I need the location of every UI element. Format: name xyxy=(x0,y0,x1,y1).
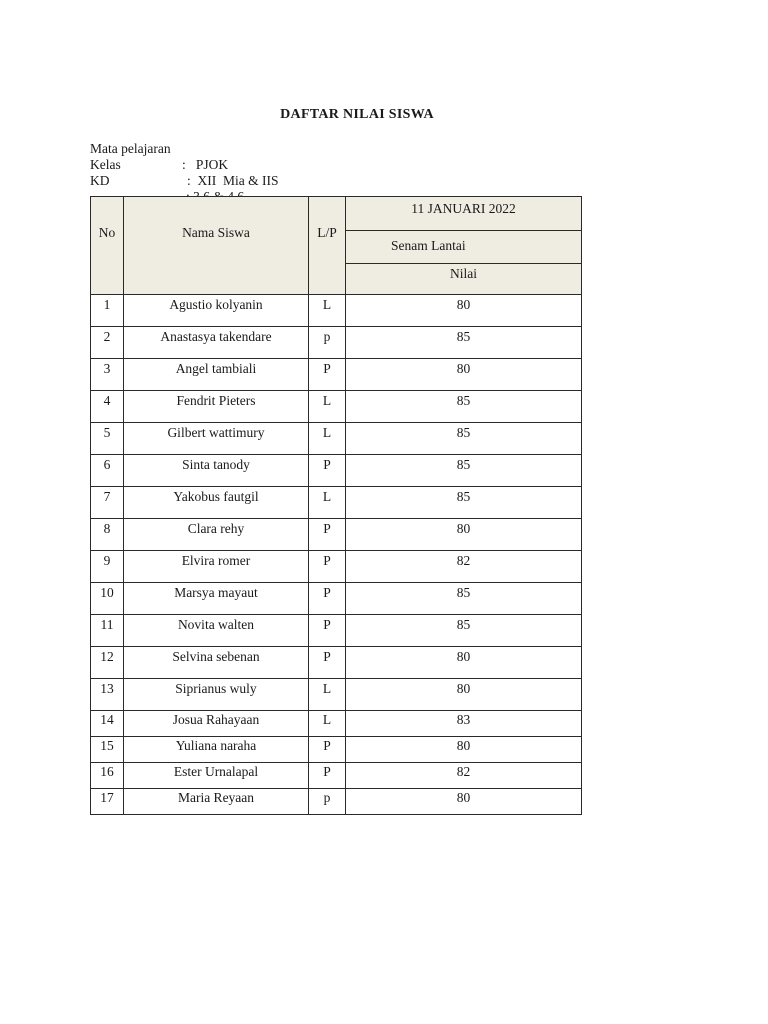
cell-lp: p xyxy=(309,327,346,359)
table-row xyxy=(91,359,582,391)
table-row xyxy=(91,455,582,487)
meta-subject-value: : PJOK xyxy=(182,157,229,172)
meta-class-label: Kelas xyxy=(90,157,121,172)
cell-score: 82 xyxy=(346,763,582,789)
table-row xyxy=(91,423,582,455)
table-row xyxy=(91,711,582,737)
cell-score: 85 xyxy=(346,423,582,455)
cell-lp: P xyxy=(309,551,346,583)
cell-name: Gilbert wattimury xyxy=(124,423,309,455)
cell-score: 85 xyxy=(346,327,582,359)
cell-lp: P xyxy=(309,455,346,487)
header-lp: L/P xyxy=(309,197,346,295)
cell-no: 17 xyxy=(91,789,124,815)
meta-kd-label: KD xyxy=(90,173,110,188)
cell-score: 85 xyxy=(346,487,582,519)
cell-name: Yuliana naraha xyxy=(124,737,309,763)
cell-name: Yakobus fautgil xyxy=(124,487,309,519)
cell-lp: L xyxy=(309,679,346,711)
cell-no: 6 xyxy=(91,455,124,487)
cell-score: 85 xyxy=(346,615,582,647)
cell-lp: P xyxy=(309,583,346,615)
header-no: No xyxy=(91,197,124,295)
cell-name: Anastasya takendare xyxy=(124,327,309,359)
cell-name: Novita walten xyxy=(124,615,309,647)
cell-lp: P xyxy=(309,519,346,551)
meta-subject-label: Mata pelajaran xyxy=(90,141,171,156)
cell-name: Elvira romer xyxy=(124,551,309,583)
table-row xyxy=(91,327,582,359)
cell-no: 3 xyxy=(91,359,124,391)
cell-lp: P xyxy=(309,647,346,679)
cell-no: 16 xyxy=(91,763,124,789)
table-row xyxy=(91,583,582,615)
cell-lp: P xyxy=(309,359,346,391)
cell-name: Selvina sebenan xyxy=(124,647,309,679)
table-row xyxy=(91,519,582,551)
table-row xyxy=(91,737,582,763)
cell-lp: L xyxy=(309,391,346,423)
grades-table xyxy=(90,196,582,815)
cell-no: 8 xyxy=(91,519,124,551)
cell-no: 9 xyxy=(91,551,124,583)
cell-no: 5 xyxy=(91,423,124,455)
cell-name: Agustio kolyanin xyxy=(124,295,309,327)
table-row xyxy=(91,789,582,815)
cell-no: 2 xyxy=(91,327,124,359)
table-row xyxy=(91,679,582,711)
cell-score: 85 xyxy=(346,391,582,423)
cell-score: 83 xyxy=(346,711,582,737)
cell-lp: P xyxy=(309,737,346,763)
header-date: 11 JANUARI 2022 xyxy=(346,197,582,231)
cell-lp: L xyxy=(309,711,346,737)
table-row xyxy=(91,647,582,679)
cell-lp: L xyxy=(309,487,346,519)
header-name: Nama Siswa xyxy=(124,197,309,295)
cell-lp: L xyxy=(309,423,346,455)
cell-no: 11 xyxy=(91,615,124,647)
cell-no: 14 xyxy=(91,711,124,737)
header-score: Nilai xyxy=(346,264,582,295)
cell-score: 85 xyxy=(346,583,582,615)
cell-no: 1 xyxy=(91,295,124,327)
table-header-row xyxy=(91,197,582,231)
cell-lp: P xyxy=(309,763,346,789)
table-row xyxy=(91,763,582,789)
header-subject: Senam Lantai xyxy=(346,231,582,264)
cell-no: 10 xyxy=(91,583,124,615)
cell-name: Sinta tanody xyxy=(124,455,309,487)
cell-lp: P xyxy=(309,615,346,647)
cell-name: Angel tambiali xyxy=(124,359,309,391)
cell-score: 80 xyxy=(346,789,582,815)
table-row xyxy=(91,487,582,519)
cell-no: 7 xyxy=(91,487,124,519)
table-row xyxy=(91,391,582,423)
cell-name: Maria Reyaan xyxy=(124,789,309,815)
cell-lp: p xyxy=(309,789,346,815)
cell-score: 80 xyxy=(346,737,582,763)
cell-lp: L xyxy=(309,295,346,327)
cell-score: 80 xyxy=(346,359,582,391)
table-row xyxy=(91,551,582,583)
cell-name: Marsya mayaut xyxy=(124,583,309,615)
cell-name: Josua Rahayaan xyxy=(124,711,309,737)
cell-score: 80 xyxy=(346,295,582,327)
cell-no: 12 xyxy=(91,647,124,679)
cell-name: Siprianus wuly xyxy=(124,679,309,711)
cell-no: 4 xyxy=(91,391,124,423)
cell-name: Ester Urnalapal xyxy=(124,763,309,789)
cell-name: Fendrit Pieters xyxy=(124,391,309,423)
cell-score: 80 xyxy=(346,679,582,711)
cell-no: 15 xyxy=(91,737,124,763)
document-title: DAFTAR NILAI SISWA xyxy=(280,107,434,122)
meta-class-value: : XII Mia & IIS xyxy=(187,173,279,188)
cell-score: 85 xyxy=(346,455,582,487)
cell-score: 80 xyxy=(346,519,582,551)
table-row xyxy=(91,615,582,647)
cell-score: 82 xyxy=(346,551,582,583)
cell-name: Clara rehy xyxy=(124,519,309,551)
table-row xyxy=(91,295,582,327)
cell-score: 80 xyxy=(346,647,582,679)
cell-no: 13 xyxy=(91,679,124,711)
